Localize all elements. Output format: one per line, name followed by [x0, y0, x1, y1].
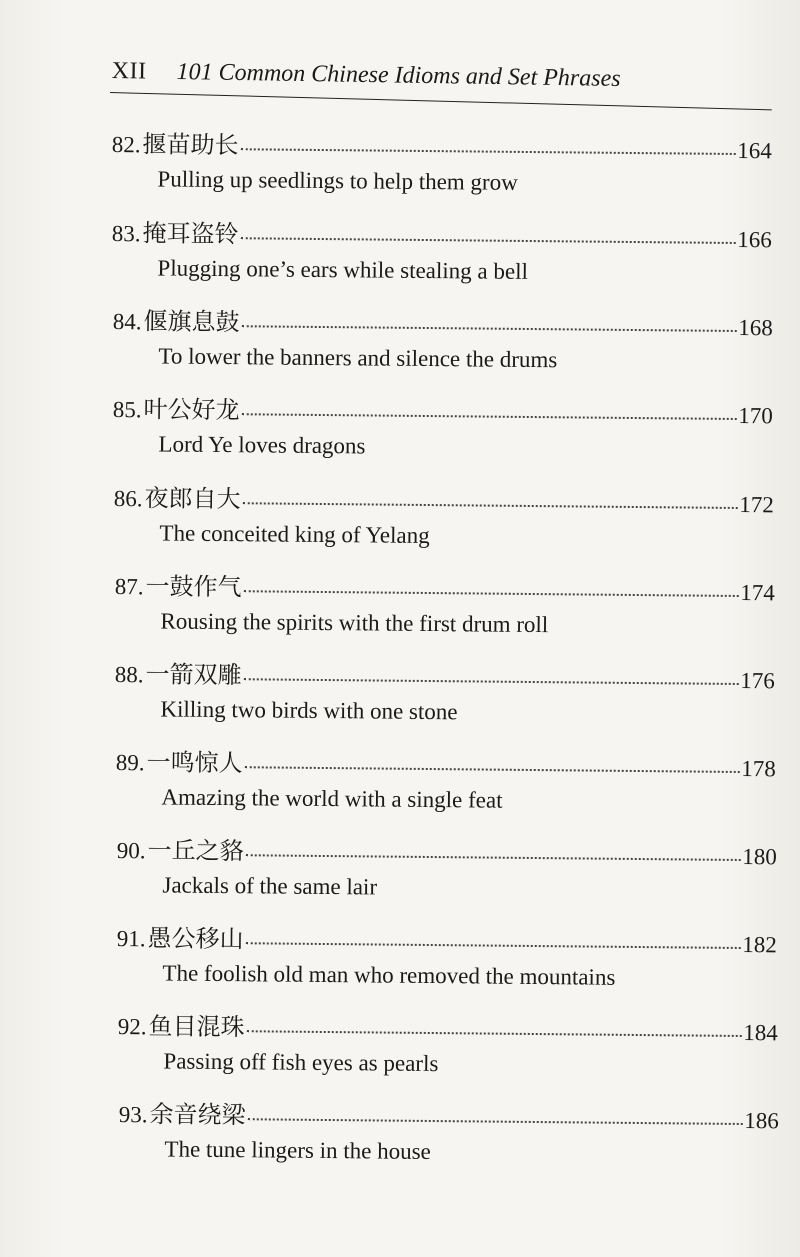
toc-entry[interactable]	[114, 654, 775, 740]
entry-translation: The tune lingers in the house	[164, 1136, 431, 1164]
dot-leader	[248, 1118, 743, 1125]
entry-idiom: 夜郎自大	[144, 484, 241, 514]
dot-leader	[246, 854, 741, 861]
entry-page-number: 174	[740, 580, 775, 606]
dot-leader	[243, 502, 738, 509]
entry-idiom: 鱼目混珠	[148, 1012, 245, 1042]
toc-entry[interactable]	[114, 566, 775, 652]
toc-entry[interactable]	[118, 1094, 779, 1180]
dot-leader	[242, 413, 737, 420]
entry-number: 88.	[114, 661, 144, 688]
entry-number: 89.	[115, 749, 145, 776]
entry-page-number: 186	[744, 1108, 779, 1134]
entry-page-number: 182	[742, 932, 777, 958]
toc-entry[interactable]	[117, 1006, 778, 1092]
dot-leader	[241, 237, 736, 244]
entry-translation: Killing two birds with one stone	[160, 696, 458, 725]
entry-page-number: 166	[737, 227, 772, 253]
dot-leader	[244, 590, 739, 597]
entry-translation: Amazing the world with a single feat	[161, 784, 503, 813]
entry-number: 83.	[111, 220, 141, 247]
entry-translation: Rousing the spirits with the first drum roll	[160, 608, 549, 638]
entry-page-number: 168	[738, 315, 773, 341]
entry-idiom: 掩耳盗铃	[142, 219, 239, 249]
entry-translation: Passing off fish eyes as pearls	[163, 1048, 439, 1077]
entry-idiom: 偃旗息鼓	[143, 307, 240, 337]
dot-leader	[245, 766, 740, 773]
entry-idiom: 揠苗助长	[142, 130, 239, 160]
entry-idiom: 叶公好龙	[143, 395, 240, 425]
entry-number: 87.	[114, 573, 144, 600]
entry-idiom: 一箭双雕	[145, 660, 242, 690]
entry-translation: Lord Ye loves dragons	[158, 431, 366, 459]
entry-page-number: 172	[739, 492, 774, 518]
entry-number: 82.	[111, 131, 141, 158]
page-folio: XII	[111, 58, 147, 85]
toc-entry[interactable]	[112, 389, 773, 475]
entry-number: 92.	[117, 1013, 147, 1040]
entry-translation: Plugging one’s ears while stealing a bell	[157, 255, 529, 284]
entry-translation: The foolish old man who removed the mountains	[162, 960, 616, 990]
toc-entry[interactable]	[111, 213, 772, 299]
toc-entry[interactable]	[115, 742, 776, 828]
entry-translation: Jackals of the same lair	[162, 872, 378, 900]
entry-number: 86.	[113, 485, 143, 512]
entry-number: 91.	[116, 925, 146, 952]
toc-entry[interactable]	[116, 830, 777, 916]
dot-leader	[247, 1030, 742, 1037]
entry-idiom: 余音绕梁	[149, 1100, 246, 1130]
book-title: 101 Common Chinese Idioms and Set Phrases	[176, 59, 621, 92]
dot-leader	[242, 325, 737, 332]
entry-page-number: 178	[741, 756, 776, 782]
entry-number: 85.	[112, 396, 142, 423]
entry-number: 93.	[118, 1101, 148, 1128]
entry-translation: To lower the banners and silence the drums	[158, 343, 558, 373]
entry-translation: Pulling up seedlings to help them grow	[157, 166, 518, 195]
entry-number: 84.	[112, 308, 142, 335]
entry-idiom: 愚公移山	[147, 924, 244, 954]
dot-leader	[241, 148, 736, 155]
entry-number: 90.	[116, 837, 146, 864]
dot-leader	[246, 942, 741, 949]
entry-page-number: 170	[738, 403, 773, 429]
entry-idiom: 一鸣惊人	[146, 748, 243, 778]
entry-page-number: 184	[743, 1020, 778, 1046]
toc-entry[interactable]	[116, 918, 777, 1004]
toc-entry[interactable]	[112, 301, 773, 387]
toc-entry[interactable]	[111, 124, 772, 210]
toc-entry[interactable]	[113, 478, 774, 564]
entry-page-number: 176	[740, 668, 775, 694]
entry-translation: The conceited king of Yelang	[159, 520, 430, 549]
dot-leader	[244, 678, 739, 685]
entry-page-number: 180	[742, 844, 777, 870]
entry-page-number: 164	[737, 138, 772, 164]
entry-idiom: 一鼓作气	[145, 572, 242, 602]
entry-idiom: 一丘之貉	[147, 836, 244, 866]
